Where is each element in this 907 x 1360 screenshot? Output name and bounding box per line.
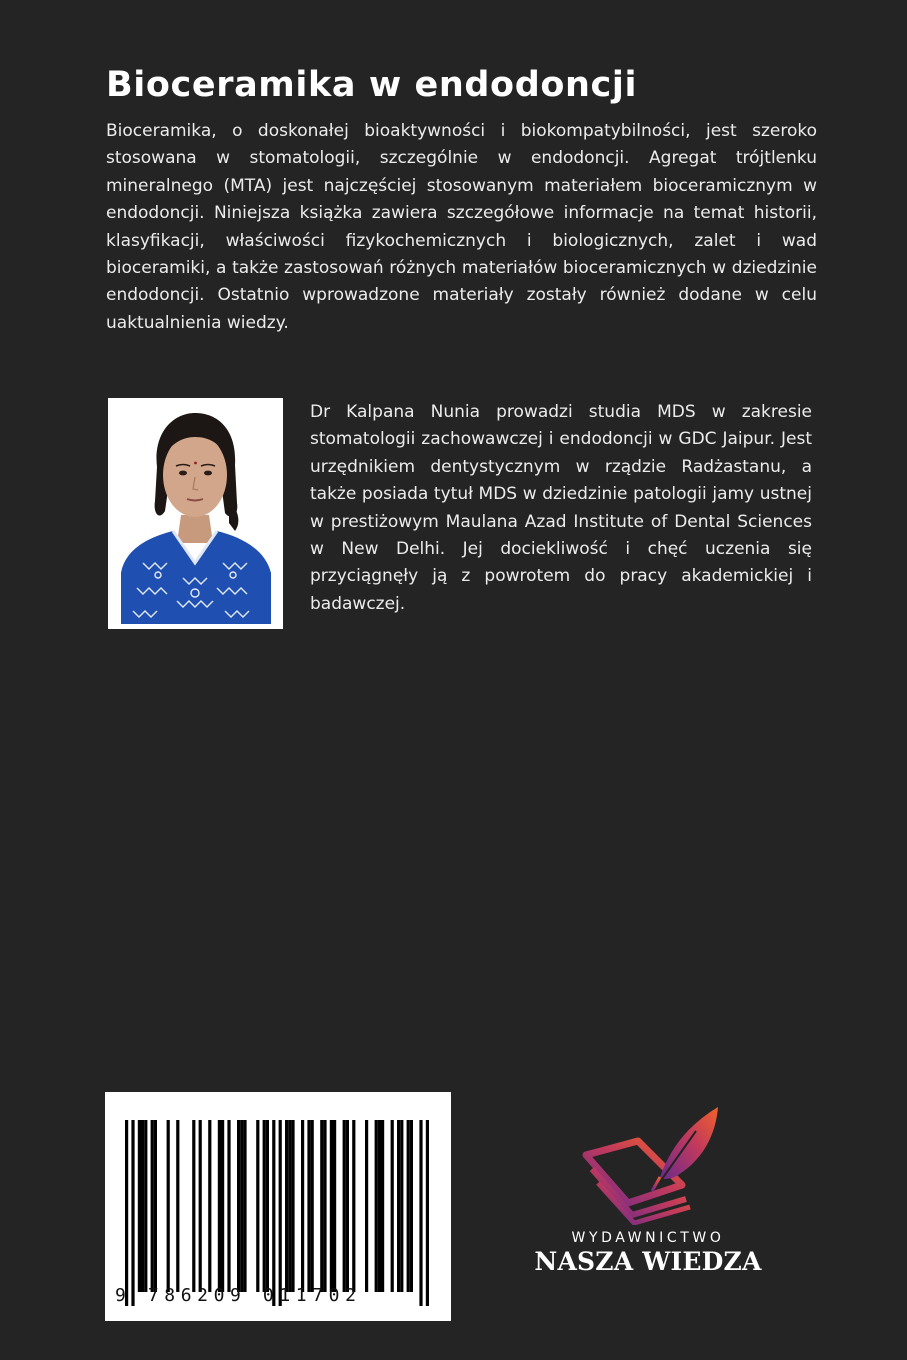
- publisher-label: WYDAWNICTWO: [571, 1230, 725, 1246]
- barcode-bar: [154, 1120, 157, 1292]
- author-photo: [108, 398, 283, 629]
- publisher-book-quill-icon: [578, 1103, 724, 1225]
- barcode-bar: [285, 1120, 288, 1292]
- barcode-bar: [301, 1120, 304, 1292]
- barcode-bar: [144, 1120, 147, 1292]
- barcode-bar: [227, 1120, 230, 1292]
- barcode-bar: [266, 1120, 269, 1292]
- barcode-bar: [391, 1120, 394, 1292]
- barcode-bar: [410, 1120, 413, 1292]
- barcode-bar: [151, 1120, 154, 1292]
- barcode-bar: [131, 1120, 134, 1306]
- author-portrait-image: [113, 403, 278, 624]
- barcode-bar: [218, 1120, 221, 1292]
- barcode-bar: [279, 1120, 282, 1306]
- barcode-bar: [176, 1120, 179, 1292]
- barcode-bar: [333, 1120, 336, 1292]
- barcode-bar: [343, 1120, 346, 1292]
- barcode-bar: [378, 1120, 381, 1292]
- barcode-bar: [375, 1120, 378, 1292]
- barcode-bar: [346, 1120, 349, 1292]
- author-bio: Dr Kalpana Nunia prowadzi studia MDS w zakresie stomatologii zachowawczej i endodoncji w GDC Jaipur. Jest urzędnikiem dentystycznym w rządzie Radżastanu, a także posiada tytuł MDS w dziedzinie patologii jamy ustnej w prestiżowym Maulana Azad Institute of Dental Sciences w New Delhi. Jej dociekliwość i chęć uczenia się przyciągnęły ją z powrotem do pracy akademickiej i badawczej.: [310, 402, 812, 614]
- barcode-bar: [243, 1120, 246, 1292]
- barcode-bar: [138, 1120, 141, 1292]
- barcode-bar: [400, 1120, 403, 1292]
- barcode-bar: [263, 1120, 266, 1292]
- barcode-bar: [237, 1120, 240, 1292]
- barcode-bar: [311, 1120, 314, 1292]
- barcode-bar: [291, 1120, 294, 1292]
- barcode-bar: [199, 1120, 202, 1292]
- barcode-bar: [125, 1120, 128, 1306]
- barcode-bar: [381, 1120, 384, 1292]
- barcode-bar: [167, 1120, 170, 1292]
- barcode-bar: [208, 1120, 211, 1292]
- book-description: Bioceramika, o doskonałej bioaktywności i biokompatybilności, jest szeroko stosowana w stomatologii, szczególnie w endodoncji. Agregat trójtlenku mineralnego (MTA) jest najczęściej stosowanym materiałem bioceramicznym w endodoncji. Niniejsza książka zawiera szczegółowe informacje na temat historii, klasyfikacji, właściwości fizykochemicznych i biologicznych, zalet i wad bioceramiki, a także zastosowań różnych materiałów bioceramicznych w dziedzinie endodoncji. Ostatnio wprowadzone materiały zostały również dodane w celu uaktualnienia wiedzy.: [106, 121, 817, 333]
- barcode-bar: [419, 1120, 422, 1306]
- publisher-name: NASZA WIEDZA: [534, 1247, 762, 1276]
- barcode-bar: [320, 1120, 323, 1292]
- book-title: Bioceramika w endodoncji: [106, 65, 638, 105]
- barcode-bar: [256, 1120, 259, 1292]
- barcode-bar: [221, 1120, 224, 1292]
- barcode-bar: [307, 1120, 310, 1292]
- barcode-bar: [323, 1120, 326, 1292]
- barcode-bar: [288, 1120, 291, 1292]
- barcode-bar: [141, 1120, 144, 1292]
- barcode-bar: [272, 1120, 275, 1306]
- barcode-bar: [330, 1120, 333, 1292]
- barcode-bar: [192, 1120, 195, 1292]
- barcode-bar: [352, 1120, 355, 1292]
- barcode-bar: [365, 1120, 368, 1292]
- barcode-bar: [240, 1120, 243, 1292]
- isbn-digits: 9 786209 011702: [115, 1285, 362, 1306]
- barcode-bar: [426, 1120, 429, 1306]
- barcode-bar: [407, 1120, 410, 1292]
- barcode-bar: [397, 1120, 400, 1292]
